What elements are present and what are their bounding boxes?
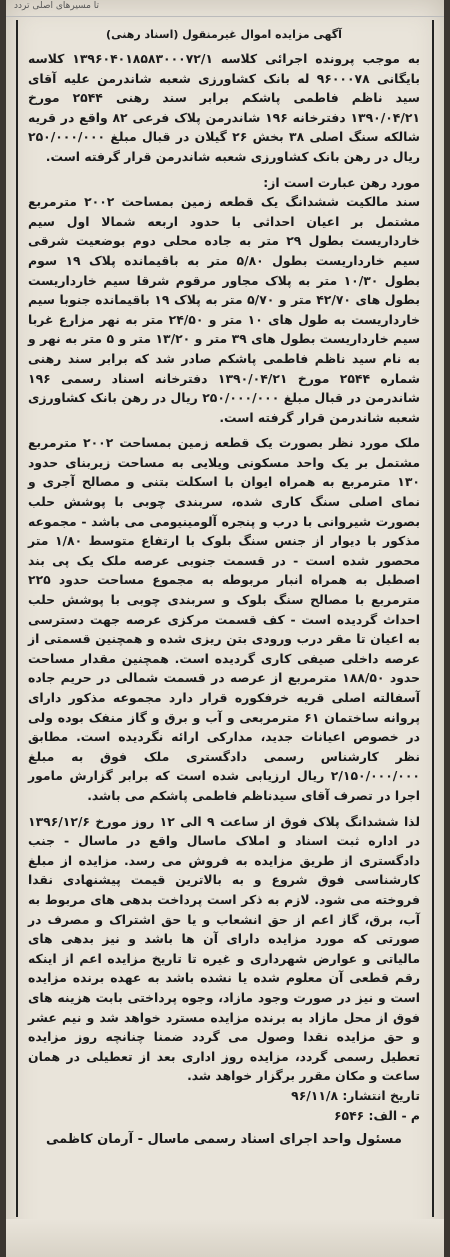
notice-title: آگهی مزایده اموال غیرمنقول (اسناد رهنی)	[106, 28, 342, 41]
auction-notice	[16, 20, 434, 1217]
signature-line: مسئول واحد اجرای اسناد رسمی ماسال - آرمان کاظمی	[46, 1131, 402, 1147]
page-bottom-band	[6, 1219, 444, 1257]
header-strip: تا مسیرهای اصلی تردد	[6, 0, 444, 17]
description-paragraph: ملک مورد نظر بصورت یک قطعه زمین بمساحت ۲۰۰۲ مترمربع مشتمل بر یک واحد مسکونی ویلایی به مساحت زیربنای حدود ۱۳۰ مترمربع به همراه ایوان با اسکلت بتنی و مصالح آجری و نمای اصلی سنگ کاری شده، سربندی چوبی با پوشش حلب بصورت شیروانی با درب و پنجره آلومینیومی می باشد - مجموعه مذکور با دیوار از جنس سنگ بلوک با ارتفاع متوسط ۱/۸۰ متر محصور شده است - در قسمت جنوبی عرصه ملک یک پی بند اصطبل به همراه انبار مربوطه به مجموع مساحت حدود ۲۲۵ مترمربع با مصالح سنگ بلوک و سربندی چوبی با پوشش حلب احداث گردیده است - کف قسمت مرکزی عرصه جهت دسترسی به اعیان تا مقر درب ورودی بتن ریزی شده و همچنین قسمتی از عرصه داخلی صیفی کاری گردیده است. همچنین مقدار مساحت حدود ۱۸۸/۵۰ مترمربع از عرصه در قسمت شمالی در حریم جاده آسفالته اصلی قریه خرفکوره قرار دارد مجموعه مذکور دارای پروانه ساختمان ۶۱ مترمربعی و آب و برق و گاز منفک بوده ولی در خصوص اعیانات جدید، مدارکی ارائه نگردیده است. مطابق نظر کارشناس رسمی دادگستری ملک فوق به مبلغ ۲/۱۵۰/۰۰۰/۰۰۰ ریال ارزیابی شده است که برابر گزارش مامور اجرا در تصرف آقای سیدناظم فاطمی پاشکم می باشد.	[28, 435, 420, 803]
auction-paragraph: لذا ششدانگ پلاک فوق از ساعت ۹ الی ۱۲ روز مورخ ۱۳۹۶/۱۲/۶ در اداره ثبت اسناد و املاک ماسال واقع در ماسال - جنب دادگستری از طریق مزایده به فروش می رسد. مزایده از مبلغ کارشناسی فوق شروع و به بالاترین قیمت پیشنهادی نقدا فروخته می شود. لازم به ذکر است پرداخت بدهی های مربوط به آب، برق، گاز اعم از حق انشعاب و یا حق اشتراک و مصرف در صورتی که مورد مزایده دارای آن ها باشد و نیز بدهی های مالیاتی و عوارض شهرداری و غیره تا تاریخ مزایده اعم از اینکه رقم قطعی آن معلوم شده یا نشده باشد به عهده برنده مزایده است و نیز در صورت وجود مازاد، وجوه پرداختی بابت هزینه های فوق از محل مازاد به برنده مزایده مسترد خواهد شد و نیم عشر و حق مزایده نقدا وصول می گردد ضمنا چنانچه روز مزایده تعطیل رسمی گردد، مزایده روز اداری بعد از تعطیلی در همان ساعت و مکان مقرر برگزار خواهد شد.	[28, 813, 420, 1084]
mortgage-subheading: مورد رهن عبارت است از:	[263, 174, 420, 190]
mortgage-paragraph: سند مالکیت ششدانگ یک قطعه زمین بمساحت ۲۰۰۲ مترمربع مشتمل بر اعیان احداثی با حدود اربعه شمالا اول سیم خارداریست بطول ۲۹ متر به جاده محلی دوم بوضعیت شرقی سیم خارداریست بطول ۵/۸۰ متر به باقیمانده پلاک ۱۹ سوم بطول ۱۰/۳۰ متر به پلاک مجاور مرقوم شرقا سیم خارداریست بطول های ۴۲/۷۰ متر و ۵/۷۰ متر به پلاک ۱۹ باقیمانده جنوبا سیم خارداریست به طول های ۱۰ متر و ۲۴/۵۰ متر به نهر مزارع غربا سیم خارداریست بطول های ۳۹ متر و ۱۳/۲۰ متر و ۵ متر به نهر و به نام سید ناظم فاطمی پاشکم صادر شد که برابر سند رهنی شماره ۲۵۴۴ مورخ ۱۳۹۰/۰۴/۲۱ دفترخانه اسناد رسمی ۱۹۶ شاندرمن در قبال مبلغ ۲۵۰/۰۰۰/۰۰۰ ریال در رهن بانک کشاورزی شعبه شاندرمن قرار گرفته است.	[28, 194, 421, 425]
publish-date: تاریخ انتشار: ۹۶/۱۱/۸	[291, 1087, 420, 1103]
reference-number: م - الف: ۶۵۴۶	[333, 1107, 420, 1123]
newspaper-page	[6, 0, 444, 1257]
intro-paragraph: به موجب پرونده اجرائی کلاسه ۱۳۹۶۰۴۰۱۸۵۸۳۰۰۰۷۲/۱ کلاسه بایگانی ۹۶۰۰۰۷۸ له بانک کشاورزی شعبه شاندرمن علیه آقای سید ناظم فاطمی پاشکم برابر سند رهنی ۲۵۴۴ مورخ ۱۳۹۰/۰۴/۲۱ دفترخانه ۱۹۶ شاندرمن پلاک فرعی ۸۲ واقع در قریه شالکه سنگ اصلی ۳۸ بخش ۲۶ گیلان در قبال مبلغ ۲۵۰/۰۰۰/۰۰۰ ریال در رهن بانک کشاورزی شعبه شاندرمن قرار گرفته است.	[28, 51, 420, 164]
